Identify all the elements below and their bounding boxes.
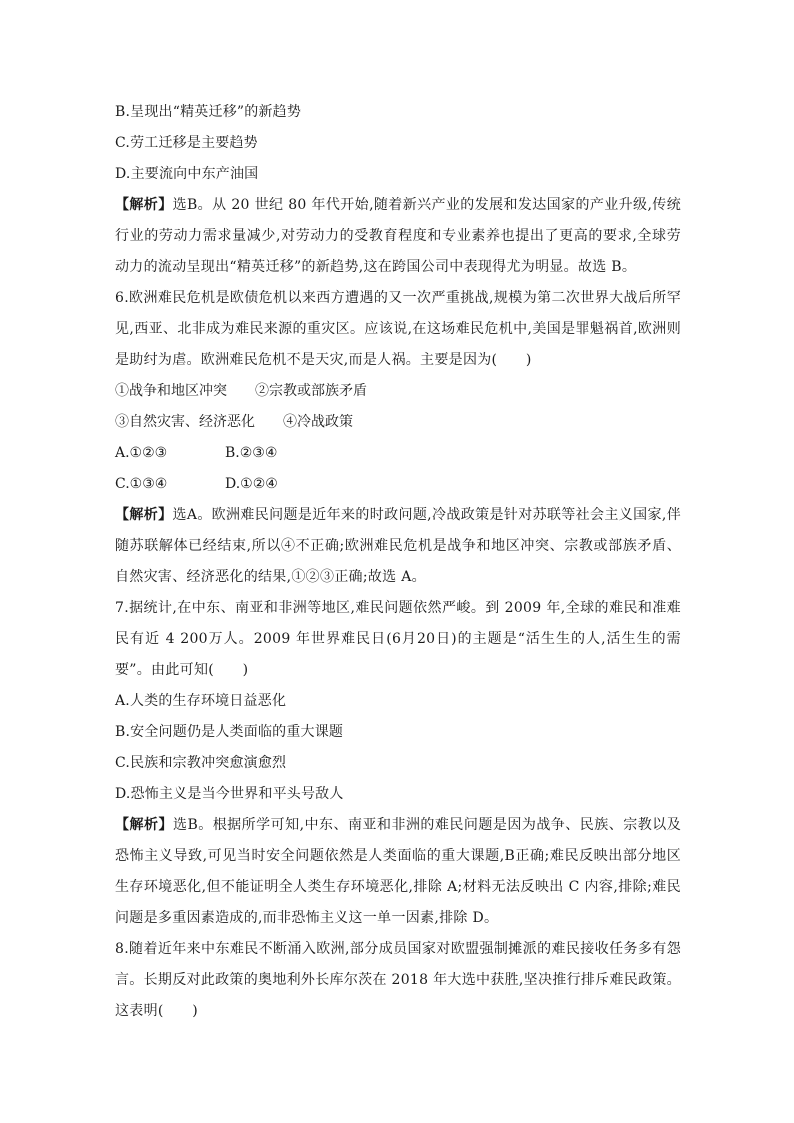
q5-analysis-text: 选B。从 20 世纪 80 年代开始,随着新兴产业的发展和发达国家的产业升级,传统行业的劳动力需求量减少,对劳动力的受教育程度和专业素养也提出了更高的要求,全球劳动力的流动呈现出“精英迁移”的新趋势,这在跨国公司中表现得尤为明显。故选 B。 <box>115 197 681 275</box>
q6-item-3: ③自然灾害、经济恶化 <box>115 414 255 430</box>
q6-stem: 6.欧洲难民危机是欧债危机以来西方遭遇的又一次严重挑战,规模为第二次世界大战后所罕见,西亚、北非成为难民来源的重灾区。应该说,在这场难民危机中,美国是罪魁祸首,欧洲则是助纣为虐。欧洲难民危机不是天灾,而是人祸。主要是因为( ) <box>115 290 681 368</box>
q6-option-a: A.①②③ <box>115 445 168 461</box>
document-page <box>115 97 681 1027</box>
q6-analysis-text: 选A。欧洲难民问题是近年来的时政问题,冷战政策是针对苏联等社会主义国家,伴随苏联解体已经结束,所以④不正确;欧洲难民危机是战争和地区冲突、宗教或部族矛盾、自然灾害、经济恶化的结果,①②③正确;故选 A。 <box>115 507 681 585</box>
q6-item-4: ④冷战政策 <box>283 414 353 430</box>
q6-items-row-2 <box>115 407 681 438</box>
analysis-tag: 【解析】 <box>115 817 173 833</box>
analysis-tag: 【解析】 <box>115 197 173 213</box>
q6-analysis <box>115 500 681 593</box>
q5-option-c: C.劳工迁移是主要趋势 <box>115 135 258 151</box>
q7-option-c: C.民族和宗教冲突愈演愈烈 <box>115 755 287 771</box>
q6-option-d: D.①②④ <box>225 476 278 492</box>
q6-item-2: ②宗教或部族矛盾 <box>255 383 367 399</box>
q6-items-row-1 <box>115 376 681 407</box>
q5-option-d: D.主要流向中东产油国 <box>115 166 259 182</box>
q7-analysis <box>115 810 681 934</box>
q6-options-row-1 <box>115 438 681 469</box>
q5-option-b: B.呈现出“精英迁移”的新趋势 <box>115 104 302 120</box>
q6-option-b: B.②③④ <box>225 445 278 461</box>
q7-option-a: A.人类的生存环境日益恶化 <box>115 693 287 709</box>
q8-stem: 8.随着近年来中东难民不断涌入欧洲,部分成员国家对欧盟强制摊派的难民接收任务多有怨言。长期反对此政策的奥地利外长库尔茨在 2018 年大选中获胜,坚决推行排斥难民政策。这表明( ) <box>115 941 681 1019</box>
q6-item-1: ①战争和地区冲突 <box>115 383 227 399</box>
q7-option-d: D.恐怖主义是当今世界和平头号敌人 <box>115 786 344 802</box>
analysis-tag: 【解析】 <box>115 507 173 523</box>
q7-stem: 7.据统计,在中东、南亚和非洲等地区,难民问题依然严峻。到 2009 年,全球的难民和准难民有近 4 200万人。2009 年世界难民日(6月20日)的主题是“活生生的人,活生生的需要”。由此可知( ) <box>115 600 681 678</box>
q5-analysis <box>115 190 681 283</box>
q6-option-c: C.①③④ <box>115 476 168 492</box>
q6-options-row-2 <box>115 469 681 500</box>
q7-option-b: B.安全问题仍是人类面临的重大课题 <box>115 724 344 740</box>
q7-analysis-text: 选B。根据所学可知,中东、南亚和非洲的难民问题是因为战争、民族、宗教以及恐怖主义导致,可见当时安全问题依然是人类面临的重大课题,B正确;难民反映出部分地区生存环境恶化,但不能证明全人类生存环境恶化,排除 A;材料无法反映出 C 内容,排除;难民问题是多重因素造成的,而非恐怖主义这一单一因素,排除 D。 <box>115 817 681 926</box>
